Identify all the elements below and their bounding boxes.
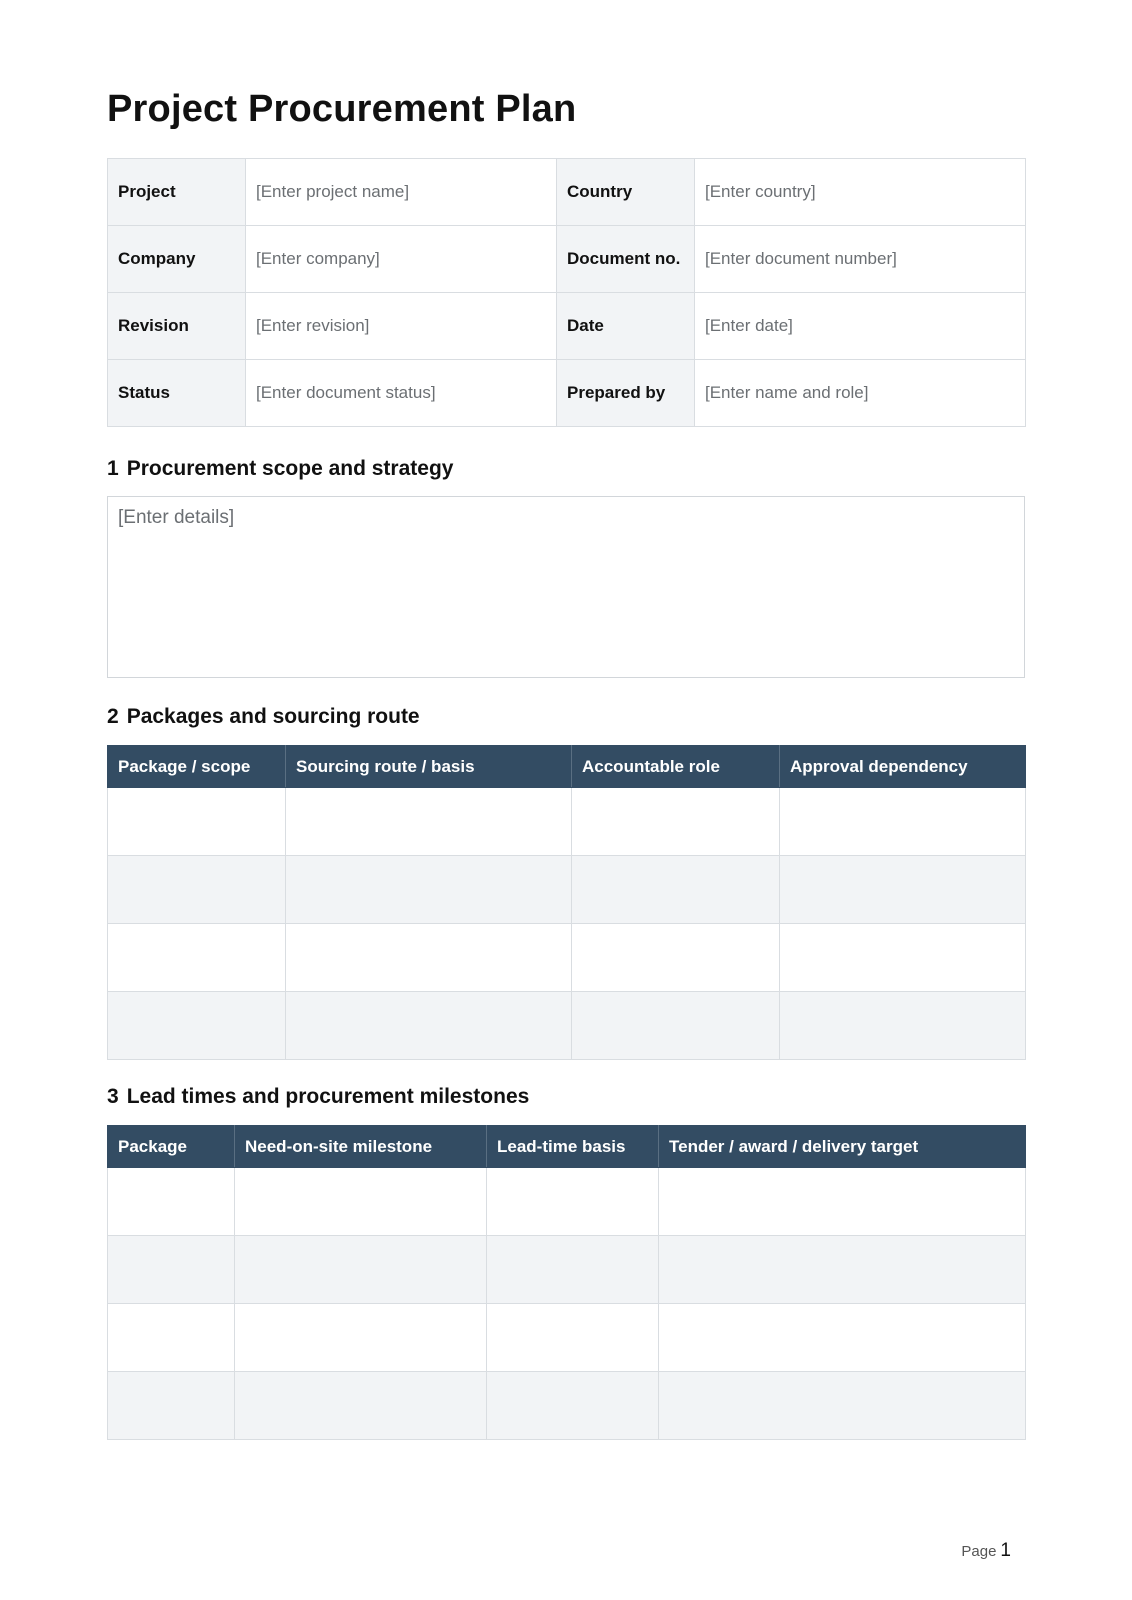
page-number [961,1540,1011,1562]
table-row [108,1236,1026,1304]
section-1-title: Procurement scope and strategy [126,457,454,480]
table-cell[interactable] [235,1236,487,1304]
table-row [108,788,1026,856]
page-number-value: 1 [1000,1540,1011,1561]
table-cell[interactable] [108,1372,235,1440]
column-header-accountable-role: Accountable role [572,746,780,788]
packages-table [107,745,1026,1060]
table-cell[interactable] [235,1168,487,1236]
column-header-package-scope: Package / scope [108,746,286,788]
column-header-lead-time-basis: Lead-time basis [487,1126,659,1168]
table-cell[interactable] [572,788,780,856]
table-cell[interactable] [659,1304,1026,1372]
table-row [108,992,1026,1060]
table-cell[interactable] [487,1372,659,1440]
revision-label: Revision [108,293,246,360]
table-cell[interactable] [572,856,780,924]
section-3-heading [107,1085,529,1109]
info-row-status [108,360,1026,427]
table-row [108,856,1026,924]
table-cell[interactable] [108,924,286,992]
info-row-project [108,159,1026,226]
table-cell[interactable] [572,992,780,1060]
table-cell[interactable] [108,856,286,924]
section-1-number: 1 [107,457,119,480]
date-field[interactable]: [Enter date] [695,293,1026,360]
document-title: Project Procurement Plan [107,88,577,130]
table-cell[interactable] [487,1236,659,1304]
table-cell[interactable] [108,992,286,1060]
page-label: Page [961,1543,997,1560]
table-row [108,924,1026,992]
table-cell[interactable] [659,1168,1026,1236]
status-label: Status [108,360,246,427]
table-cell[interactable] [780,788,1026,856]
document-info-table [107,158,1026,427]
table-cell[interactable] [780,924,1026,992]
country-label: Country [557,159,695,226]
company-label: Company [108,226,246,293]
column-header-package: Package [108,1126,235,1168]
table-cell[interactable] [108,1304,235,1372]
section-3-number: 3 [107,1085,119,1108]
section-1-heading [107,457,453,481]
document-number-field[interactable]: [Enter document number] [695,226,1026,293]
status-field[interactable]: [Enter document status] [246,360,557,427]
table-cell[interactable] [659,1236,1026,1304]
table-cell[interactable] [235,1304,487,1372]
column-header-sourcing-route: Sourcing route / basis [286,746,572,788]
column-header-tender-award-delivery: Tender / award / delivery target [659,1126,1026,1168]
document-number-label: Document no. [557,226,695,293]
column-header-need-on-site: Need-on-site milestone [235,1126,487,1168]
table-cell[interactable] [286,924,572,992]
company-field[interactable]: [Enter company] [246,226,557,293]
column-header-approval-dependency: Approval dependency [780,746,1026,788]
prepared-by-field[interactable]: [Enter name and role] [695,360,1026,427]
table-cell[interactable] [659,1372,1026,1440]
table-cell[interactable] [780,856,1026,924]
project-field[interactable]: [Enter project name] [246,159,557,226]
table-cell[interactable] [286,992,572,1060]
prepared-by-label: Prepared by [557,360,695,427]
table-cell[interactable] [487,1304,659,1372]
table-cell[interactable] [286,856,572,924]
revision-field[interactable]: [Enter revision] [246,293,557,360]
table-row [108,1372,1026,1440]
scope-strategy-placeholder: [Enter details] [118,507,235,528]
country-field[interactable]: [Enter country] [695,159,1026,226]
table-cell[interactable] [235,1372,487,1440]
table-cell[interactable] [108,1236,235,1304]
section-3-title: Lead times and procurement milestones [126,1085,530,1108]
section-2-title: Packages and sourcing route [126,705,420,728]
table-cell[interactable] [780,992,1026,1060]
scope-strategy-details-field[interactable] [107,496,1025,678]
packages-header-row [108,746,1026,788]
milestones-table [107,1125,1026,1440]
project-label: Project [108,159,246,226]
info-row-company [108,226,1026,293]
milestones-header-row [108,1126,1026,1168]
date-label: Date [557,293,695,360]
section-2-number: 2 [107,705,119,728]
section-2-heading [107,705,420,729]
table-row [108,1168,1026,1236]
table-cell[interactable] [487,1168,659,1236]
table-cell[interactable] [108,788,286,856]
table-cell[interactable] [286,788,572,856]
table-cell[interactable] [572,924,780,992]
table-row [108,1304,1026,1372]
table-cell[interactable] [108,1168,235,1236]
info-row-revision [108,293,1026,360]
